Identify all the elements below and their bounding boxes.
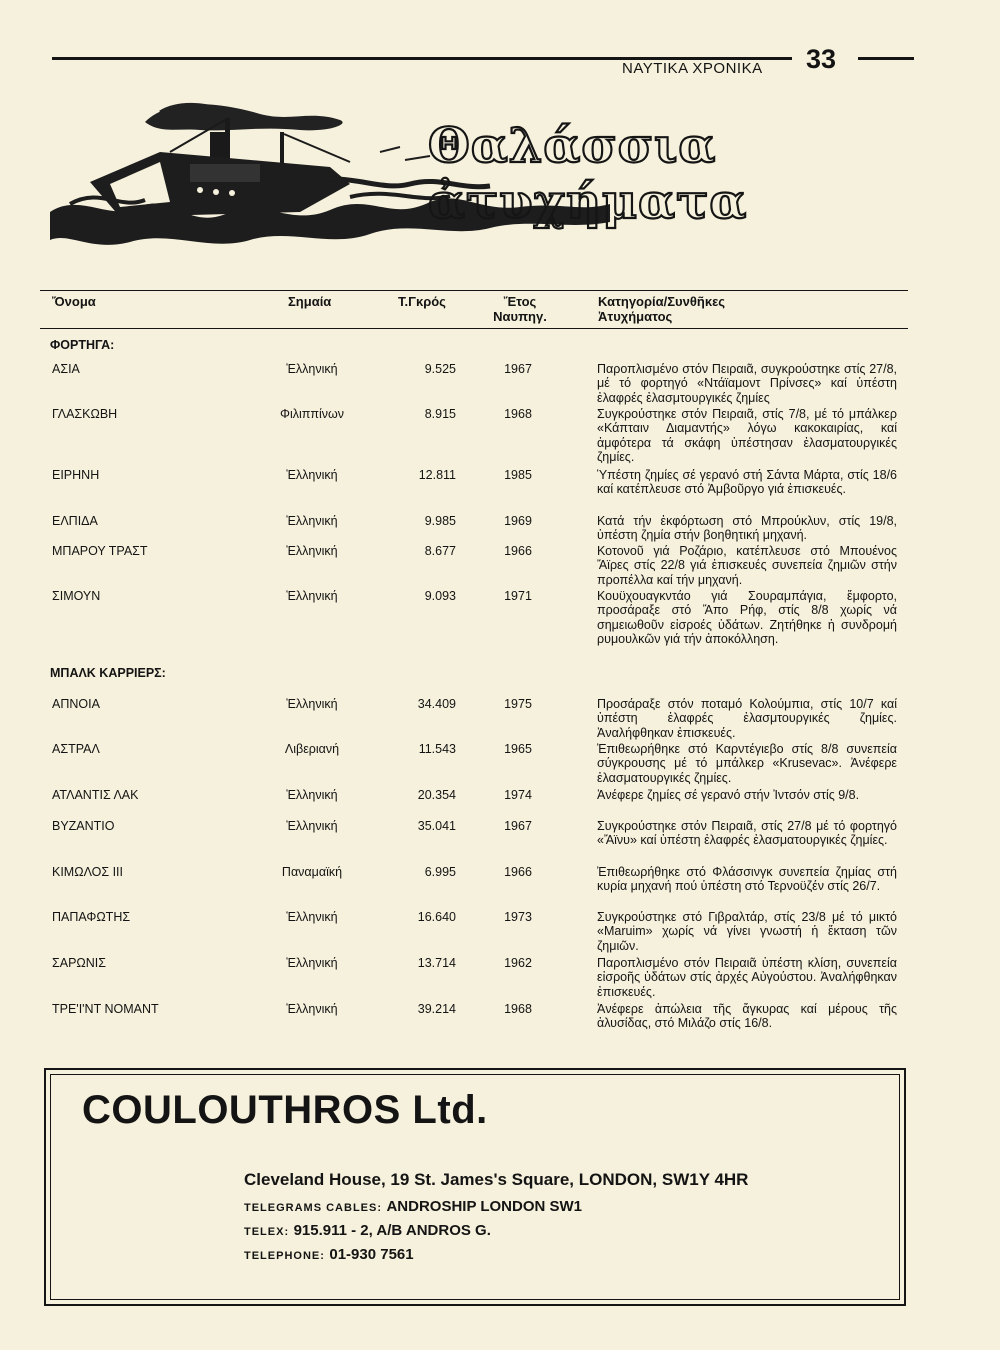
telephone-line: [244, 1246, 414, 1264]
ship-flag: Ἑλληνική: [286, 1002, 338, 1016]
company-address: [244, 1170, 748, 1190]
table-top-rule: [40, 290, 908, 291]
column-header-year-line2: Ναυπηγ.: [493, 309, 547, 324]
ship-name: ΑΠΝΟΙΑ: [52, 697, 100, 711]
incident-description: Ἐπιθεωρήθηκε στό Φλάσσινγκ συνεπεία ζημίας στή κυρία μηχανή πού ὑπέστη στό Τερνοϋζέν στίς 26/7.: [597, 865, 897, 894]
telegrams-value: ANDROSHIP LONDON SW1: [386, 1198, 583, 1215]
ship-grt: 13.714: [417, 956, 456, 970]
ship-grt: 20.354: [417, 788, 456, 802]
ship-grt: 8.677: [424, 544, 456, 558]
ship-name: ΒΥΖΑΝΤΙΟ: [52, 819, 115, 833]
incident-description: Συγκρούστηκε στόν Πειραιᾶ, στίς 7/8, μέ τό μπάλκερ «Κάπταιν Διαμαντής» λόγω κακοκαιρίας, καί ἀμφότερα τά σκάφη ὑπέστησαν ἐλασματουργικές ζημίες.: [597, 407, 897, 465]
incident-description: Ἀνέφερε ζημίες σέ γερανό στήν Ἰντσόν στίς 9/8.: [597, 788, 860, 802]
ship-grt: 39.214: [417, 1002, 456, 1016]
section-title-cargo: ΦΟΡΤΗΓΑ:: [50, 338, 115, 352]
ship-year: 1968: [504, 1002, 532, 1016]
column-header-name: Ὄνομα: [52, 294, 96, 309]
ship-year: 1969: [504, 514, 532, 528]
ship-flag: Ἑλληνική: [286, 362, 338, 376]
table-header-rule: [40, 328, 908, 329]
ship-year: 1967: [504, 819, 532, 833]
ship-grt: 16.640: [417, 910, 456, 924]
incident-description: Κατά τήν ἐκφόρτωση στό Μπρούκλυν, στίς 19/8, ὑπέστη ζημία στήν βοηθητική μηχανή.: [597, 514, 897, 543]
ship-year: 1975: [504, 697, 532, 711]
ship-year: 1985: [504, 468, 532, 482]
ship-grt: 9.985: [424, 514, 456, 528]
company-address-text: Cleveland House, 19 St. James's Square, LONDON, SW1Y 4HR: [244, 1170, 749, 1189]
column-header-year: [485, 294, 555, 324]
ship-year: 1966: [504, 544, 532, 558]
ship-year: 1967: [504, 362, 532, 376]
ship-flag: Ἑλληνική: [286, 544, 338, 558]
ship-year: 1966: [504, 865, 532, 879]
ship-name: ΤΡΕ'Ι'ΝΤ ΝΟΜΑΝΤ: [52, 1002, 159, 1016]
incident-description: Συγκρούστηκε στό Γιβραλτάρ, στίς 23/8 μέ τό μικτό «Maruim» χωρίς νά γίνει γνωστή ἡ ἔκταση τῶν ζημιῶν.: [597, 910, 897, 953]
ship-flag: Ἑλληνική: [286, 697, 338, 711]
incident-description: Παροπλισμένο στόν Πειραιᾶ ὑπέστη κλίση, συνεπεία εἰσροῆς ὑδάτων στίς ἀρχές Αὐγούστου. Ἀναλήφθηκαν ἐπισκευές.: [597, 956, 897, 999]
ship-flag: Λιβεριανή: [284, 742, 340, 756]
incident-description: Ὑπέστη ζημίες σέ γερανό στή Σάντα Μάρτα, στίς 18/6 καί κατέπλευσε στό Ἀμβοῦργο γιά ἐπισκευές.: [597, 468, 897, 497]
ship-name: ΣΙΜΟΥΝ: [52, 589, 101, 603]
company-name: COULOUTHROS Ltd.: [82, 1088, 488, 1132]
ship-name: ΑΤΛΑΝΤΙΣ ΛΑΚ: [52, 788, 139, 802]
ship-year: 1965: [504, 742, 532, 756]
ship-grt: 34.409: [417, 697, 456, 711]
page-number: 33: [806, 44, 837, 74]
ship-flag: Ἑλληνική: [286, 910, 338, 924]
column-header-year-line1: Ἔτος: [503, 294, 537, 309]
telephone-value: 01-930 7561: [329, 1246, 414, 1263]
incident-description: Κουϋχουαγκντάο γιά Σουραμπάγια, ἔμφορτο, προσάραξε στό Ἄπο Ρήφ, στίς 8/8 χωρίς νά σημειωθοῦν εἰσροές ὑδάτων. Ζητήθηκε ἡ συνδρομή ρυμουλκῶν γιά τήν ἀποκόλληση.: [597, 589, 897, 647]
ship-grt: 6.995: [424, 865, 456, 879]
ship-name: ΕΛΠΙΔΑ: [52, 514, 98, 528]
column-header-category: [598, 294, 725, 324]
incident-description: Παροπλισμένο στόν Πειραιᾶ, συγκρούστηκε στίς 27/8, μέ τό φορτηγό «Ντάϊαμοντ Πρίνσες» καί ὑπέστη ἐλαφρές ἐλασμτουργικές ζημίες: [597, 362, 897, 405]
ship-year: 1971: [504, 589, 532, 603]
ship-flag: Ἑλληνική: [286, 956, 338, 970]
column-header-flag: Σημαία: [288, 294, 332, 309]
ship-flag: Ἑλληνική: [286, 788, 338, 802]
ship-name: ΑΣΤΡΑΛ: [52, 742, 100, 756]
ship-grt: 12.811: [418, 468, 456, 482]
ship-flag: Ἑλληνική: [286, 589, 338, 603]
ship-year: 1968: [504, 407, 532, 421]
telex-label: TELEX:: [244, 1226, 290, 1238]
journal-name: ΝΑΥΤΙΚΑ ΧΡΟΝΙΚΑ: [622, 60, 763, 77]
ship-name: ΚΙΜΩΛΟΣ III: [52, 865, 123, 879]
incident-description: Ἀνέφερε ἀπώλεια τῆς ἄγκυρας καί μέρους τῆς ἁλυσίδας, στό Μιλάζο στίς 16/8.: [597, 1002, 897, 1031]
ship-name: ΕΙΡΗΝΗ: [52, 468, 100, 482]
ship-flag: Παναμαϊκή: [281, 865, 343, 879]
ship-name: ΑΣΙΑ: [52, 362, 80, 376]
column-header-category-line2: Ἀτυχήματος: [598, 309, 673, 324]
ship-grt: 9.093: [424, 589, 456, 603]
ship-name: ΜΠΑΡΟΥ ΤΡΑΣΤ: [52, 544, 148, 558]
ship-grt: 35.041: [417, 819, 456, 833]
ship-name: ΣΑΡΩΝΙΣ: [52, 956, 106, 970]
ship-name: ΠΑΠΑΦΩΤΗΣ: [52, 910, 131, 924]
column-header-category-line1: Κατηγορία/Συνθῆκες: [598, 294, 725, 309]
header-rule-right: [858, 57, 914, 60]
ship-grt: 8.915: [424, 407, 456, 421]
ship-name: ΓΛΑΣΚΩΒΗ: [52, 407, 118, 421]
incident-description: Προσάραξε στόν ποταμό Κολούμπια, στίς 10/7 καί ὑπέστη ἐλαφρές ἐλασμτουργικές ζημίες. Ἀναλήφθηκαν ἐπισκευές.: [597, 697, 897, 740]
telegrams-label: TELEGRAMS CABLES:: [244, 1202, 382, 1214]
ship-flag: Ἑλληνική: [286, 468, 338, 482]
ship-year: 1962: [504, 956, 532, 970]
ship-year: 1973: [504, 910, 532, 924]
ship-flag: Φιλιππίνων: [279, 407, 345, 421]
telex-line: [244, 1222, 491, 1240]
incident-description: Συγκρούστηκε στόν Πειραιᾶ, στίς 27/8 μέ τό φορτηγό «Ἄϊνυ» καί ὑπέστη ἐλαφρές ἐλασματουργικές ζημίες.: [597, 819, 897, 848]
telegrams-line: [244, 1198, 582, 1216]
incident-description: Κοτονοῦ γιά Ροζάριο, κατέπλευσε στό Μπουένος Ἄϊρες στίς 22/8 γιά ἐπισκευές συνεπεία ζημιῶν στήν προπέλλα καί τήν μηχανή.: [597, 544, 897, 587]
ship-year: 1974: [504, 788, 532, 802]
telex-value: 915.911 - 2, A/B ANDROS G.: [293, 1222, 491, 1239]
column-header-grt: Τ.Γκρός: [398, 294, 446, 309]
ship-grt: 9.525: [424, 362, 456, 376]
section-title-bulk-carriers: ΜΠΑΛΚ ΚΑΡΡΙΕΡΣ:: [50, 666, 166, 680]
telephone-label: TELEPHONE:: [244, 1250, 325, 1262]
page-title: Θαλάσσια ἀτυχήματα: [428, 118, 748, 230]
ship-grt: 11.543: [418, 742, 456, 756]
ship-flag: Ἑλληνική: [286, 819, 338, 833]
ship-flag: Ἑλληνική: [286, 514, 338, 528]
incident-description: Ἐπιθεωρήθηκε στό Καρντέγιεβο στίς 8/8 συνεπεία σύγκρουσης μέ τό μπάλκερ «Krusevac». Ἀνέφερε ἐλασματουργικές ζημίες.: [597, 742, 897, 785]
